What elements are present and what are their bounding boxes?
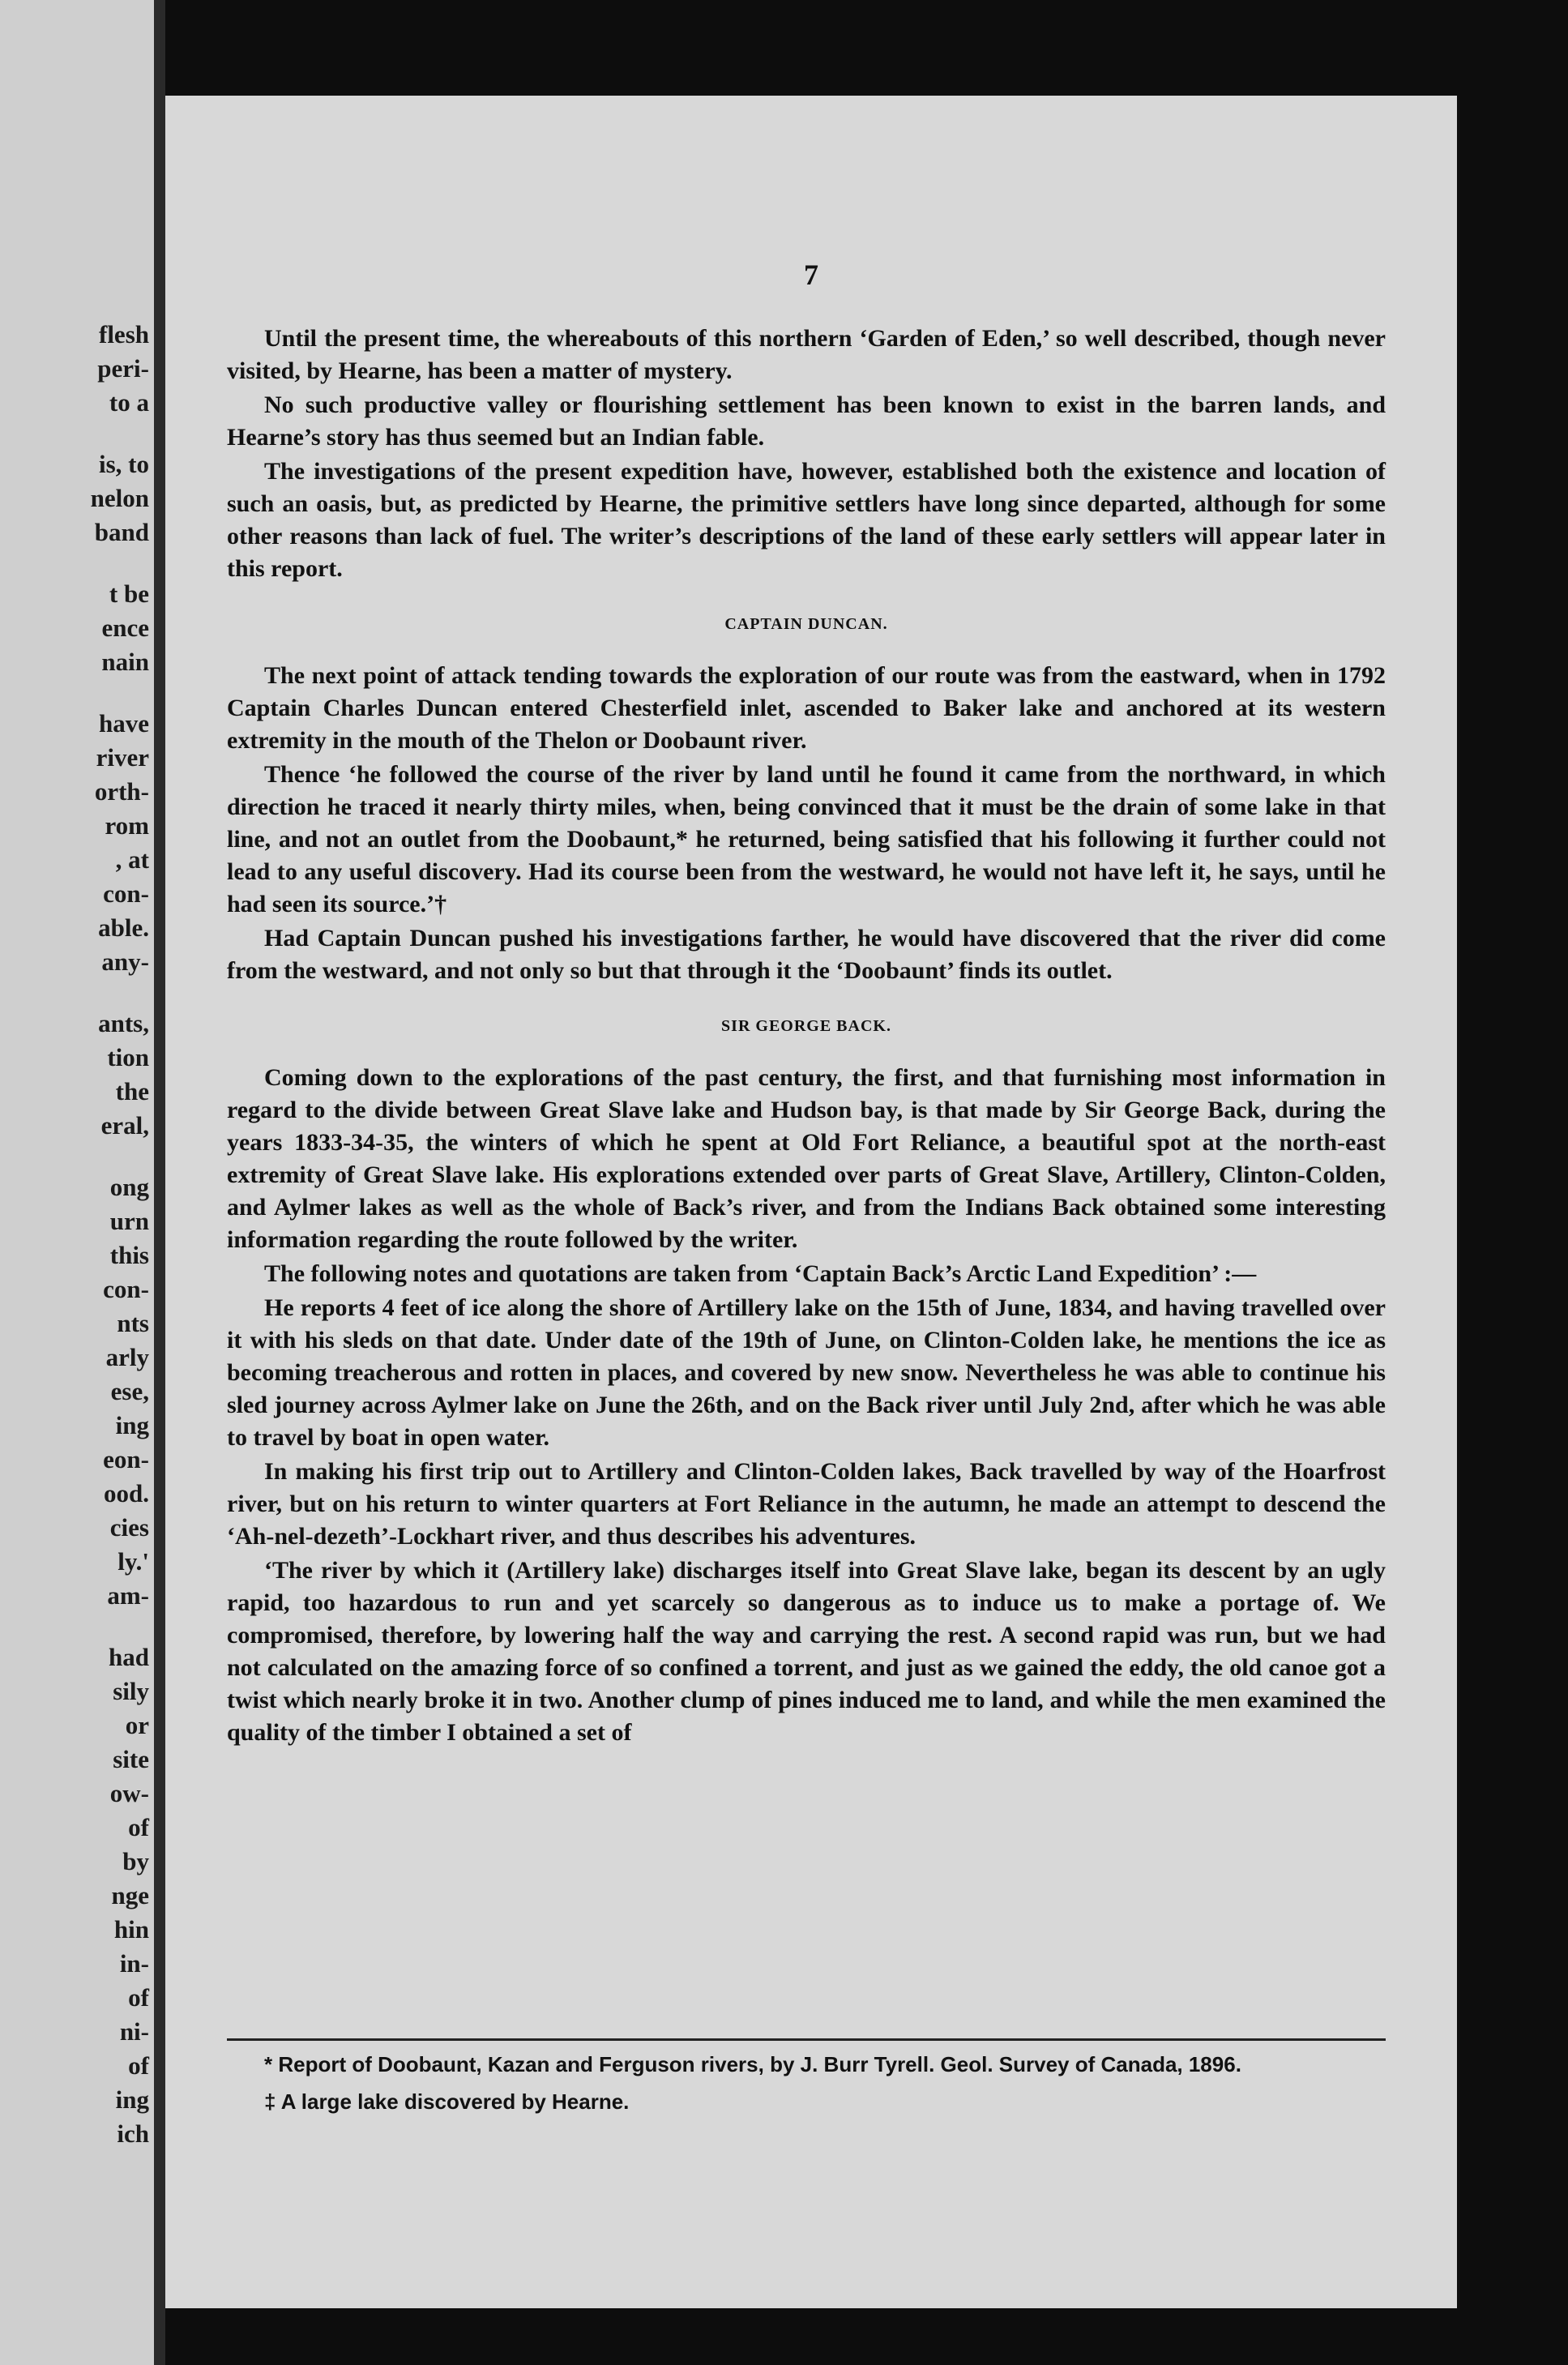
previous-page-edge bbox=[0, 0, 154, 2365]
paragraph: The investigations of the present expedition have, however, established both the existence and location of such an oasis, but, as predicted by Hearne, the primitive settlers have long since departed, although for some other reasons than lack of fuel. The writer’s descriptions of the land of these early settlers will appear later in this report. bbox=[227, 458, 1386, 582]
prev-fragment: , at bbox=[115, 845, 149, 874]
prev-fragment: able. bbox=[98, 913, 149, 942]
prev-fragment: the bbox=[115, 1077, 149, 1106]
prev-fragment: nge bbox=[111, 1881, 149, 1910]
paragraph: The next point of attack tending towards the exploration of our route was from the eastward, when in 1792 Captain Charles Duncan entered Chesterfield inlet, ascended to Baker lake and anchored at its western extremity in the mouth of the Thelon or Doobaunt river. bbox=[227, 662, 1386, 754]
paragraph: Thence ‘he followed the course of the river by land until he found it came from the northward, in which direction he traced it nearly thirty miles, when, being convinced that it must be the drain of some lake in that line, and not an outlet from the Doobaunt,* he returned, being satisfied that his following it further could not lead to any useful discovery. Had its course been from the westward, he would not have left it, he says, until he had seen its source.’† bbox=[227, 761, 1386, 917]
section-heading-captain-duncan: CAPTAIN DUNCAN. bbox=[724, 615, 888, 633]
prev-fragment: rom bbox=[105, 811, 149, 840]
prev-fragment: had bbox=[109, 1643, 149, 1671]
prev-fragment: ants, bbox=[98, 1009, 149, 1037]
prev-fragment: of bbox=[128, 2051, 149, 2080]
prev-fragment: nts bbox=[117, 1309, 149, 1337]
paragraph: The following notes and quotations are taken from ‘Captain Back’s Arctic Land Expedition’ :— bbox=[264, 1260, 1257, 1287]
prev-fragment: of bbox=[128, 1983, 149, 2012]
footnote: ‡ A large lake discovered by Hearne. bbox=[264, 2089, 630, 2114]
prev-fragment: in- bbox=[119, 1949, 149, 1978]
prev-fragment: nain bbox=[101, 648, 149, 676]
prev-fragment: ese, bbox=[110, 1377, 149, 1405]
prev-fragment: ly.' bbox=[117, 1547, 149, 1576]
page-number: 7 bbox=[804, 259, 818, 291]
prev-fragment: ow- bbox=[109, 1779, 149, 1807]
footnote-rule bbox=[227, 2038, 1386, 2041]
prev-fragment: am- bbox=[107, 1581, 149, 1610]
prev-fragment: orth- bbox=[94, 777, 149, 806]
prev-fragment: nelon bbox=[90, 484, 149, 512]
previous-page-column bbox=[91, 318, 149, 2151]
prev-fragment: tion bbox=[107, 1043, 149, 1071]
prev-fragment: by bbox=[122, 1847, 149, 1875]
prev-fragment: cies bbox=[109, 1513, 149, 1542]
prev-fragment: ong bbox=[109, 1173, 149, 1201]
prev-fragment: con- bbox=[103, 1275, 149, 1303]
prev-fragment: ich bbox=[117, 2119, 149, 2148]
footnote: * Report of Doobaunt, Kazan and Ferguson rivers, by J. Burr Tyrell. Geol. Survey of Canada, 1896. bbox=[264, 2052, 1241, 2076]
prev-fragment: flesh bbox=[99, 320, 149, 349]
prev-fragment: have bbox=[99, 709, 149, 738]
prev-fragment: band bbox=[94, 518, 149, 546]
paragraph: Coming down to the explorations of the past century, the first, and that furnishing most information in regard to the divide between Great Slave lake and Hudson bay, is that made by Sir George Back, during the years 1833-34-35, the winters of which he spent at Old Fort Reliance, a beautiful spot at the north-east extremity of Great Slave lake. His explorations extended over parts of Great Slave, Artillery, Clinton-Colden, and Aylmer lakes as well as the whole of Back’s river, and from the Indians Back obtained some interesting information regarding the route followed by the writer. bbox=[227, 1064, 1386, 1253]
body-text bbox=[227, 323, 1386, 1751]
paragraph: ‘The river by which it (Artillery lake) discharges itself into Great Slave lake, began its descent by an ugly rapid, too hazardous to run and yet scarcely so dangerous as to induce us to make a portage of. We compromised, therefore, by lowering half the way and carrying the rest. A second rapid was run, but we had not calculated on the amazing force of so confined a torrent, and just as we gained the eddy, the old canoe got a twist which nearly broke it in two. Another clump of pines induced me to land, and while the men examined the quality of the timber I obtained a set of bbox=[227, 1557, 1386, 1746]
paragraph: No such productive valley or flourishing settlement has been known to exist in the barren lands, and Hearne’s story has thus seemed but an Indian fable. bbox=[227, 391, 1386, 451]
prev-fragment: river bbox=[96, 743, 149, 772]
prev-fragment: arly bbox=[105, 1343, 149, 1371]
prev-fragment: ing bbox=[115, 1411, 149, 1439]
prev-fragment: hin bbox=[113, 1915, 149, 1944]
prev-fragment: eral, bbox=[100, 1111, 149, 1140]
prev-fragment: ing bbox=[115, 2085, 149, 2114]
section-heading-sir-george-back: SIR GEORGE BACK. bbox=[721, 1017, 891, 1035]
prev-fragment: site bbox=[113, 1745, 149, 1773]
prev-fragment: eon- bbox=[103, 1445, 149, 1473]
paragraph: He reports 4 feet of ice along the shore of Artillery lake on the 15th of June, 1834, and having travelled over it with his sleds on that date. Under date of the 19th of June, on Clinton-Colden lake, he mentions the ice as becoming treacherous and rotten in places, and covered by new snow. Nevertheless he was able to continue his sled journey across Aylmer lake on June the 26th, and on the Back river until July 2nd, after which he was able to travel by boat in open water. bbox=[227, 1294, 1386, 1451]
prev-fragment: peri- bbox=[97, 354, 149, 383]
prev-fragment: urn bbox=[109, 1207, 149, 1235]
prev-fragment: to a bbox=[109, 388, 149, 417]
footnotes bbox=[227, 2049, 1386, 2123]
paragraph: In making his first trip out to Artillery and Clinton-Colden lakes, Back travelled by way of the Hoarfrost river, but on his return to winter quarters at Fort Reliance in the autumn, he made an attempt to descend the ‘Ah-nel-dezeth’-Lockhart river, and thus describes his adventures. bbox=[227, 1458, 1386, 1550]
prev-fragment: ence bbox=[101, 614, 149, 642]
prev-fragment: ood. bbox=[104, 1479, 149, 1508]
prev-fragment: sily bbox=[113, 1677, 149, 1705]
book-gutter bbox=[154, 0, 165, 2365]
prev-fragment: ni- bbox=[119, 2017, 149, 2046]
prev-fragment: is, to bbox=[99, 450, 149, 478]
prev-fragment: any- bbox=[101, 947, 149, 976]
prev-fragment: this bbox=[109, 1241, 149, 1269]
prev-fragment: con- bbox=[103, 879, 149, 908]
prev-fragment: or bbox=[125, 1711, 149, 1739]
page bbox=[165, 96, 1457, 2308]
prev-fragment: of bbox=[128, 1813, 149, 1841]
prev-fragment: t be bbox=[109, 579, 149, 608]
paragraph: Until the present time, the whereabouts of this northern ‘Garden of Eden,’ so well described, though never visited, by Hearne, has been a matter of mystery. bbox=[227, 325, 1386, 384]
paragraph: Had Captain Duncan pushed his investigations farther, he would have discovered that the river did come from the westward, and not only so but that through it the ‘Doobaunt’ finds its outlet. bbox=[227, 925, 1386, 984]
